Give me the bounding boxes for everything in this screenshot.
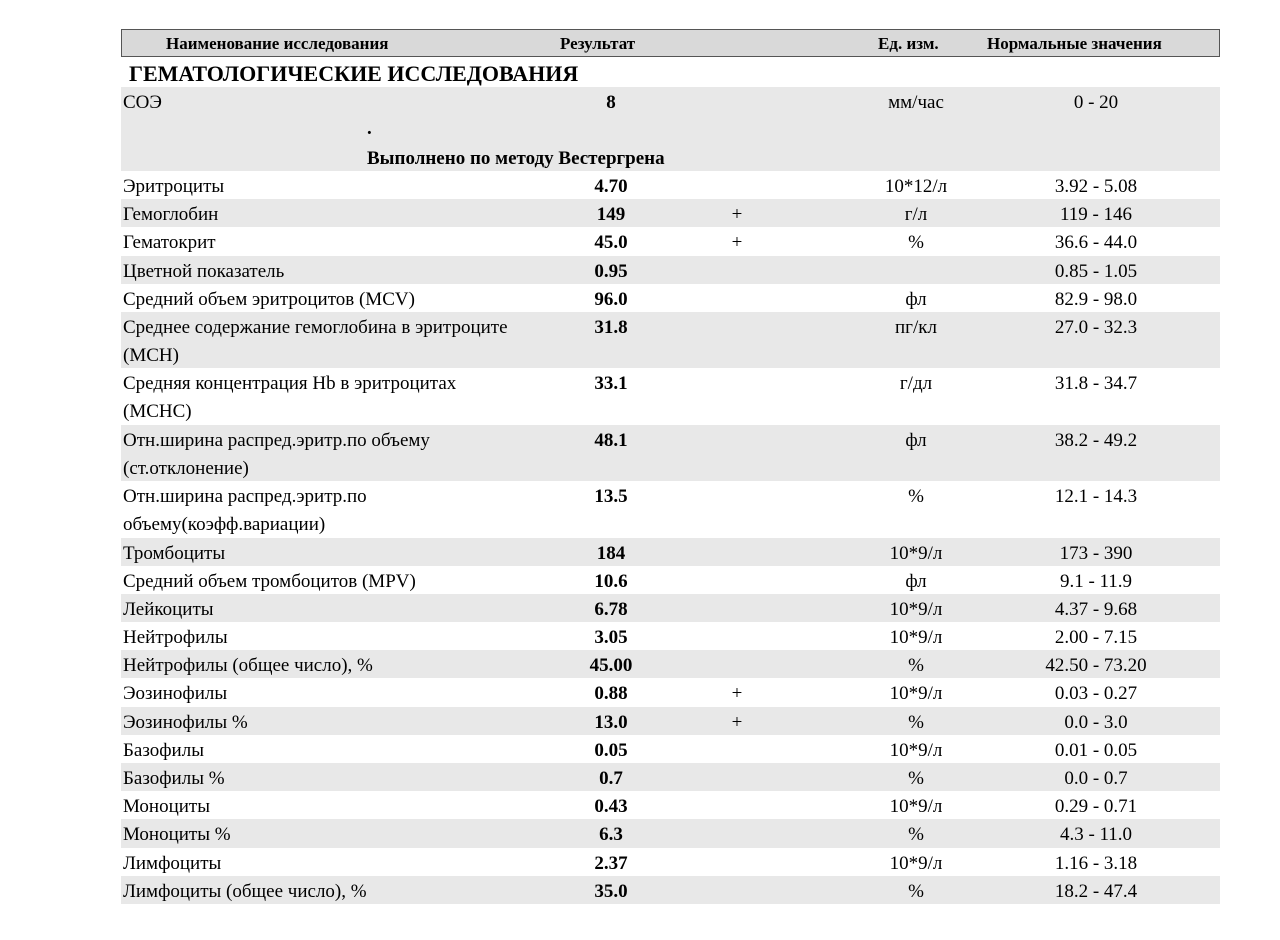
esr-method-note: Выполнено по методу Вестергрена — [367, 148, 665, 169]
table-header — [121, 29, 1220, 57]
table-row — [121, 622, 1220, 650]
row-unit: пг/кл — [895, 316, 937, 338]
row-name: Отн.ширина распред.эритр.по объему(коэфф.вариации) — [123, 486, 367, 536]
row-flag: + — [731, 204, 743, 226]
row-name: Эозинофилы % — [123, 711, 248, 733]
row-value: 184 — [596, 542, 626, 564]
row-unit: фл — [905, 288, 927, 310]
row-norm: 0.01 - 0.05 — [1054, 739, 1138, 761]
row-norm: 0.0 - 0.7 — [1064, 768, 1128, 789]
row-norm: 9.1 - 11.9 — [1059, 570, 1133, 592]
row-flag: + — [731, 711, 743, 733]
row-name: Тромбоциты — [123, 542, 226, 564]
row-norm: 82.9 - 98.0 — [1054, 288, 1138, 310]
row-value: 13.5 — [594, 486, 628, 508]
row-value: 96.0 — [594, 288, 628, 310]
row-unit: % — [908, 486, 924, 508]
table-row — [121, 171, 1220, 199]
row-norm: 27.0 - 32.3 — [1054, 316, 1138, 338]
row-value: 48.1 — [594, 429, 628, 451]
header-unit: Ед. изм. — [878, 34, 939, 53]
row-unit: 10*9/л — [889, 796, 943, 818]
table-row — [121, 791, 1220, 819]
header-name: Наименование исследования — [166, 34, 389, 53]
row-value: 13.0 — [594, 711, 628, 733]
row-name: Базофилы % — [123, 768, 225, 789]
table-row — [121, 707, 1220, 735]
row-value: 6.3 — [599, 824, 623, 846]
row-unit: % — [908, 824, 924, 846]
row-norm: 31.8 - 34.7 — [1054, 373, 1138, 395]
row-norm: 18.2 - 47.4 — [1054, 880, 1138, 902]
row-name: Нейтрофилы (общее число), % — [123, 655, 373, 677]
row-unit: % — [908, 711, 924, 733]
row-norm: 0.85 - 1.05 — [1054, 260, 1138, 282]
row-name: Средний объем тромбоцитов (MPV) — [123, 570, 416, 592]
table-row — [121, 650, 1220, 678]
row-unit: фл — [905, 570, 927, 592]
row-norm: 4.37 - 9.68 — [1054, 598, 1138, 620]
table-row — [121, 425, 1220, 481]
header-norm: Нормальные значения — [987, 34, 1162, 53]
row-value: 0.88 — [594, 683, 628, 705]
table-row — [121, 735, 1220, 763]
row-norm: 1.16 - 3.18 — [1054, 852, 1138, 874]
row-name: СОЭ — [123, 92, 162, 113]
table-row — [121, 284, 1220, 312]
row-norm: 38.2 - 49.2 — [1054, 429, 1138, 451]
table-row-esr — [121, 87, 1220, 171]
row-name: Лимфоциты — [123, 852, 222, 874]
row-norm: 4.3 - 11.0 — [1059, 824, 1133, 846]
row-unit: % — [908, 232, 924, 254]
table-row — [121, 819, 1220, 847]
row-name: Средний объем эритроцитов (MCV) — [123, 288, 415, 310]
row-name: Эозинофилы — [123, 683, 228, 705]
row-name: Эритроциты — [123, 176, 225, 197]
row-unit: % — [908, 768, 924, 789]
row-value: 8 — [606, 92, 616, 113]
row-norm: 0.0 - 3.0 — [1064, 711, 1128, 733]
row-unit: 10*9/л — [889, 598, 943, 620]
row-unit: 10*9/л — [889, 852, 943, 874]
results-list — [121, 171, 1220, 904]
row-value: 0.95 — [594, 260, 628, 282]
row-value: 2.37 — [594, 852, 628, 874]
row-unit: 10*9/л — [889, 627, 943, 649]
row-unit: 10*12/л — [884, 176, 948, 197]
row-name: Гемоглобин — [123, 204, 219, 226]
row-norm: 119 - 146 — [1059, 204, 1133, 226]
row-value: 35.0 — [594, 880, 628, 902]
row-unit: 10*9/л — [889, 542, 943, 564]
row-unit: фл — [905, 429, 927, 451]
row-unit: г/дл — [899, 373, 933, 395]
row-value: 45.00 — [589, 655, 633, 677]
table-row — [121, 199, 1220, 227]
esr-dot: . — [367, 118, 372, 139]
table-row — [121, 481, 1220, 537]
row-norm: 12.1 - 14.3 — [1054, 486, 1138, 508]
lab-report — [121, 29, 1220, 904]
row-value: 31.8 — [594, 316, 628, 338]
row-value: 45.0 — [594, 232, 628, 254]
table-row — [121, 848, 1220, 876]
row-name: Лейкоциты — [123, 598, 214, 620]
row-name: Средняя концентрация Hb в эритроцитах (MCHC) — [123, 373, 457, 423]
row-norm: 42.50 - 73.20 — [1045, 655, 1147, 677]
row-norm: 3.92 - 5.08 — [1054, 176, 1138, 197]
table-row — [121, 566, 1220, 594]
table-row — [121, 312, 1220, 368]
table-row — [121, 678, 1220, 706]
row-name: Моноциты — [123, 796, 210, 818]
row-name: Гематокрит — [123, 232, 216, 254]
row-norm: 0.29 - 0.71 — [1054, 796, 1138, 818]
row-value: 33.1 — [594, 373, 628, 395]
row-name: Отн.ширина распред.эритр.по объему (ст.отклонение) — [123, 429, 430, 479]
row-name: Нейтрофилы — [123, 627, 228, 649]
row-norm: 173 - 390 — [1059, 542, 1133, 564]
table-row — [121, 538, 1220, 566]
table-row — [121, 763, 1220, 791]
table-row — [121, 876, 1220, 904]
row-name: Моноциты % — [123, 824, 231, 846]
row-norm: 0.03 - 0.27 — [1054, 683, 1138, 705]
section-title: ГЕМАТОЛОГИЧЕСКИЕ ИССЛЕДОВАНИЯ — [129, 61, 579, 86]
row-value: 3.05 — [594, 627, 628, 649]
row-name: Цветной показатель — [123, 260, 285, 282]
header-result: Результат — [560, 34, 636, 53]
table-row — [121, 256, 1220, 284]
row-value: 6.78 — [594, 598, 628, 620]
row-name: Базофилы — [123, 739, 204, 761]
row-unit: г/л — [904, 204, 928, 226]
table-row — [121, 594, 1220, 622]
row-norm: 0 - 20 — [1073, 92, 1119, 113]
row-unit: % — [908, 880, 924, 902]
row-value: 149 — [596, 204, 626, 226]
row-value: 4.70 — [594, 176, 628, 197]
table-row — [121, 368, 1220, 424]
row-value: 0.43 — [594, 796, 628, 818]
row-value: 0.05 — [594, 739, 628, 761]
row-value: 10.6 — [594, 570, 628, 592]
row-flag: + — [731, 683, 743, 705]
row-value: 0.7 — [599, 768, 623, 789]
row-unit: мм/час — [888, 92, 944, 113]
row-unit: 10*9/л — [889, 739, 943, 761]
row-flag: + — [731, 232, 743, 254]
row-norm: 36.6 - 44.0 — [1054, 232, 1138, 254]
row-name: Лимфоциты (общее число), % — [123, 880, 367, 902]
row-name: Среднее содержание гемоглобина в эритроците (MCH) — [123, 316, 508, 366]
row-unit: % — [908, 655, 924, 677]
row-norm: 2.00 - 7.15 — [1054, 627, 1138, 649]
row-unit: 10*9/л — [889, 683, 943, 705]
table-row — [121, 227, 1220, 255]
